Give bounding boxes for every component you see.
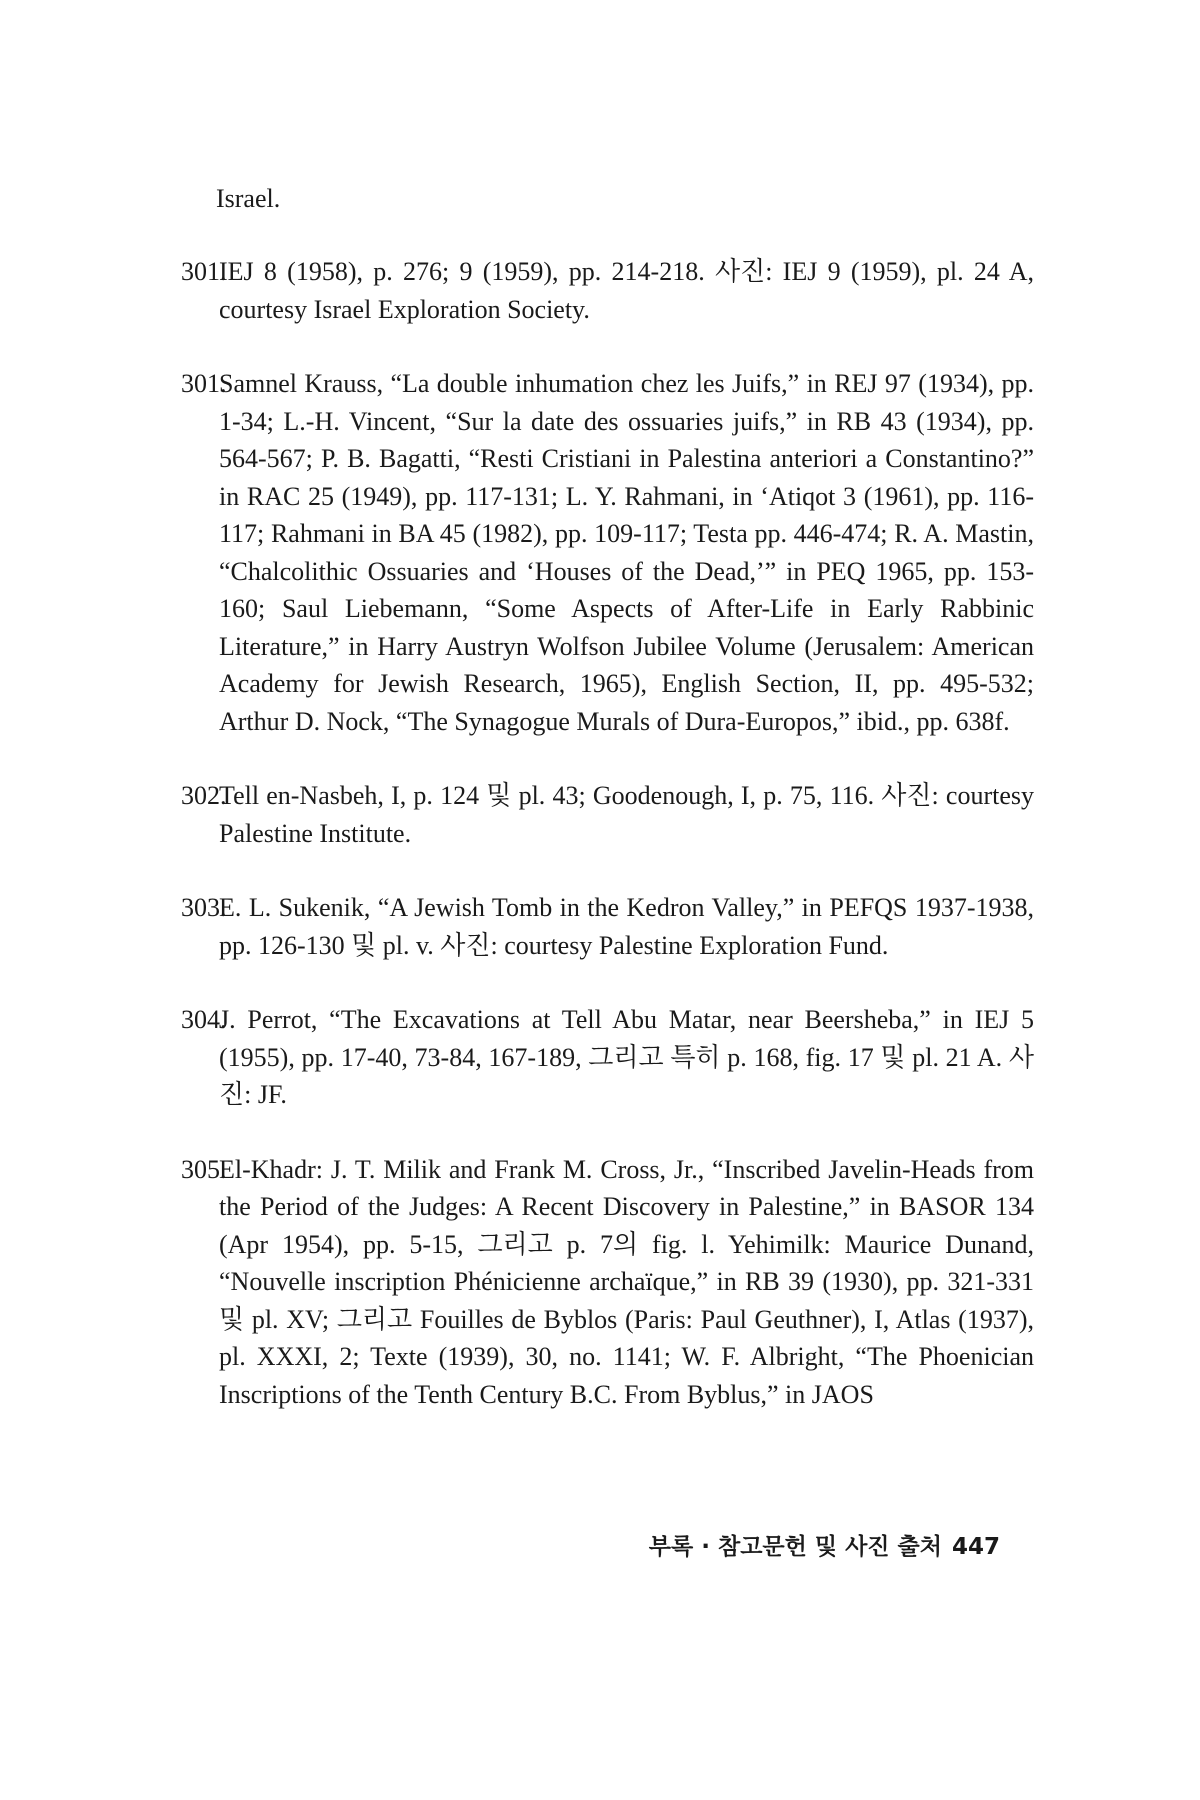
note-number: 303.: [181, 893, 227, 922]
note-item: [182, 1151, 1034, 1414]
note-text: J. Perrot, “The Excavations at Tell Abu Matar, near Beersheba,” in IEJ 5 (1955), pp. 17-40, 73-84, 167-189, 그리고 특히 p. 168, fig. 17 및 pl. 21 A. 사진: JF.: [219, 1005, 1034, 1109]
page-footer: [649, 1532, 1000, 1562]
note-text: IEJ 8 (1958), p. 276; 9 (1959), pp. 214-218. 사진: IEJ 9 (1959), pl. 24 A, courtesy Israel Exploration Society.: [219, 257, 1034, 324]
note-text: Samnel Krauss, “La double inhumation chez les Juifs,” in REJ 97 (1934), pp. 1-34; L.-H. Vincent, “Sur la date des ossuaries juifs,” in RB 43 (1934), pp. 564-567; P. B. Bagatti, “Resti Cristiani in Palestina anteriori a Constantino?” in RAC 25 (1949), pp. 117-131; L. Y. Rahmani, in ‘Atiqot 3 (1961), pp. 116-117; Rahmani in BA 45 (1982), pp. 109-117; Testa pp. 446-474; R. A. Mastin, “Chalcolithic Ossuaries and ‘Houses of the Dead,’” in PEQ 1965, pp. 153-160; Saul Liebemann, “Some Aspects of After-Life in Early Rabbinic Literature,” in Harry Austryn Wolfson Jubilee Volume (Jerusalem: American Academy for Jewish Research, 1965), English Section, II, pp. 495-532; Arthur D. Nock, “The Synagogue Murals of Dura-Europos,” ibid., pp. 638f.: [219, 369, 1034, 736]
note-item: [182, 777, 1034, 852]
note-number: 304.: [181, 1005, 227, 1034]
note-item: [182, 253, 1034, 328]
note-item: [182, 365, 1034, 740]
continued-note-text: Israel.: [216, 184, 281, 213]
note-text: El-Khadr: J. T. Milik and Frank M. Cross, Jr., “Inscribed Javelin-Heads from the Period of the Judges: A Recent Discovery in Palestine,” in BASOR 134 (Apr 1954), pp. 5-15, 그리고 p. 7의 fig. l. Yehimilk: Maurice Dunand, “Nouvelle inscription Phénicienne archaïque,” in RB 39 (1930), pp. 321-331 및 pl. XV; 그리고 Fouilles de Byblos (Paris: Paul Geuthner), I, Atlas (1937), pl. XXXI, 2; Texte (1939), 30, no. 1141; W. F. Albright, “The Phoenician Inscriptions of the Tenth Century B.C. From Byblus,” in JAOS: [219, 1154, 1034, 1409]
note-item: [182, 1001, 1034, 1114]
running-section-title: 부록 · 참고문헌 및 사진 출처: [648, 1534, 942, 1560]
note-number: 302.: [181, 781, 227, 810]
note-item: [182, 889, 1034, 964]
note-text: Tell en-Nasbeh, I, p. 124 및 pl. 43; Goodenough, I, p. 75, 116. 사진: courtesy Palestine Institute.: [219, 781, 1034, 848]
page-number: 447: [951, 1534, 1000, 1560]
note-number: 301.: [181, 257, 227, 286]
note-number: 305.: [181, 1154, 227, 1184]
notes-list: [182, 253, 1034, 1450]
note-number: 301.: [181, 369, 227, 398]
note-text: E. L. Sukenik, “A Jewish Tomb in the Kedron Valley,” in PEFQS 1937-1938, pp. 126-130 및 pl. v. 사진: courtesy Palestine Exploration Fund.: [219, 893, 1034, 960]
